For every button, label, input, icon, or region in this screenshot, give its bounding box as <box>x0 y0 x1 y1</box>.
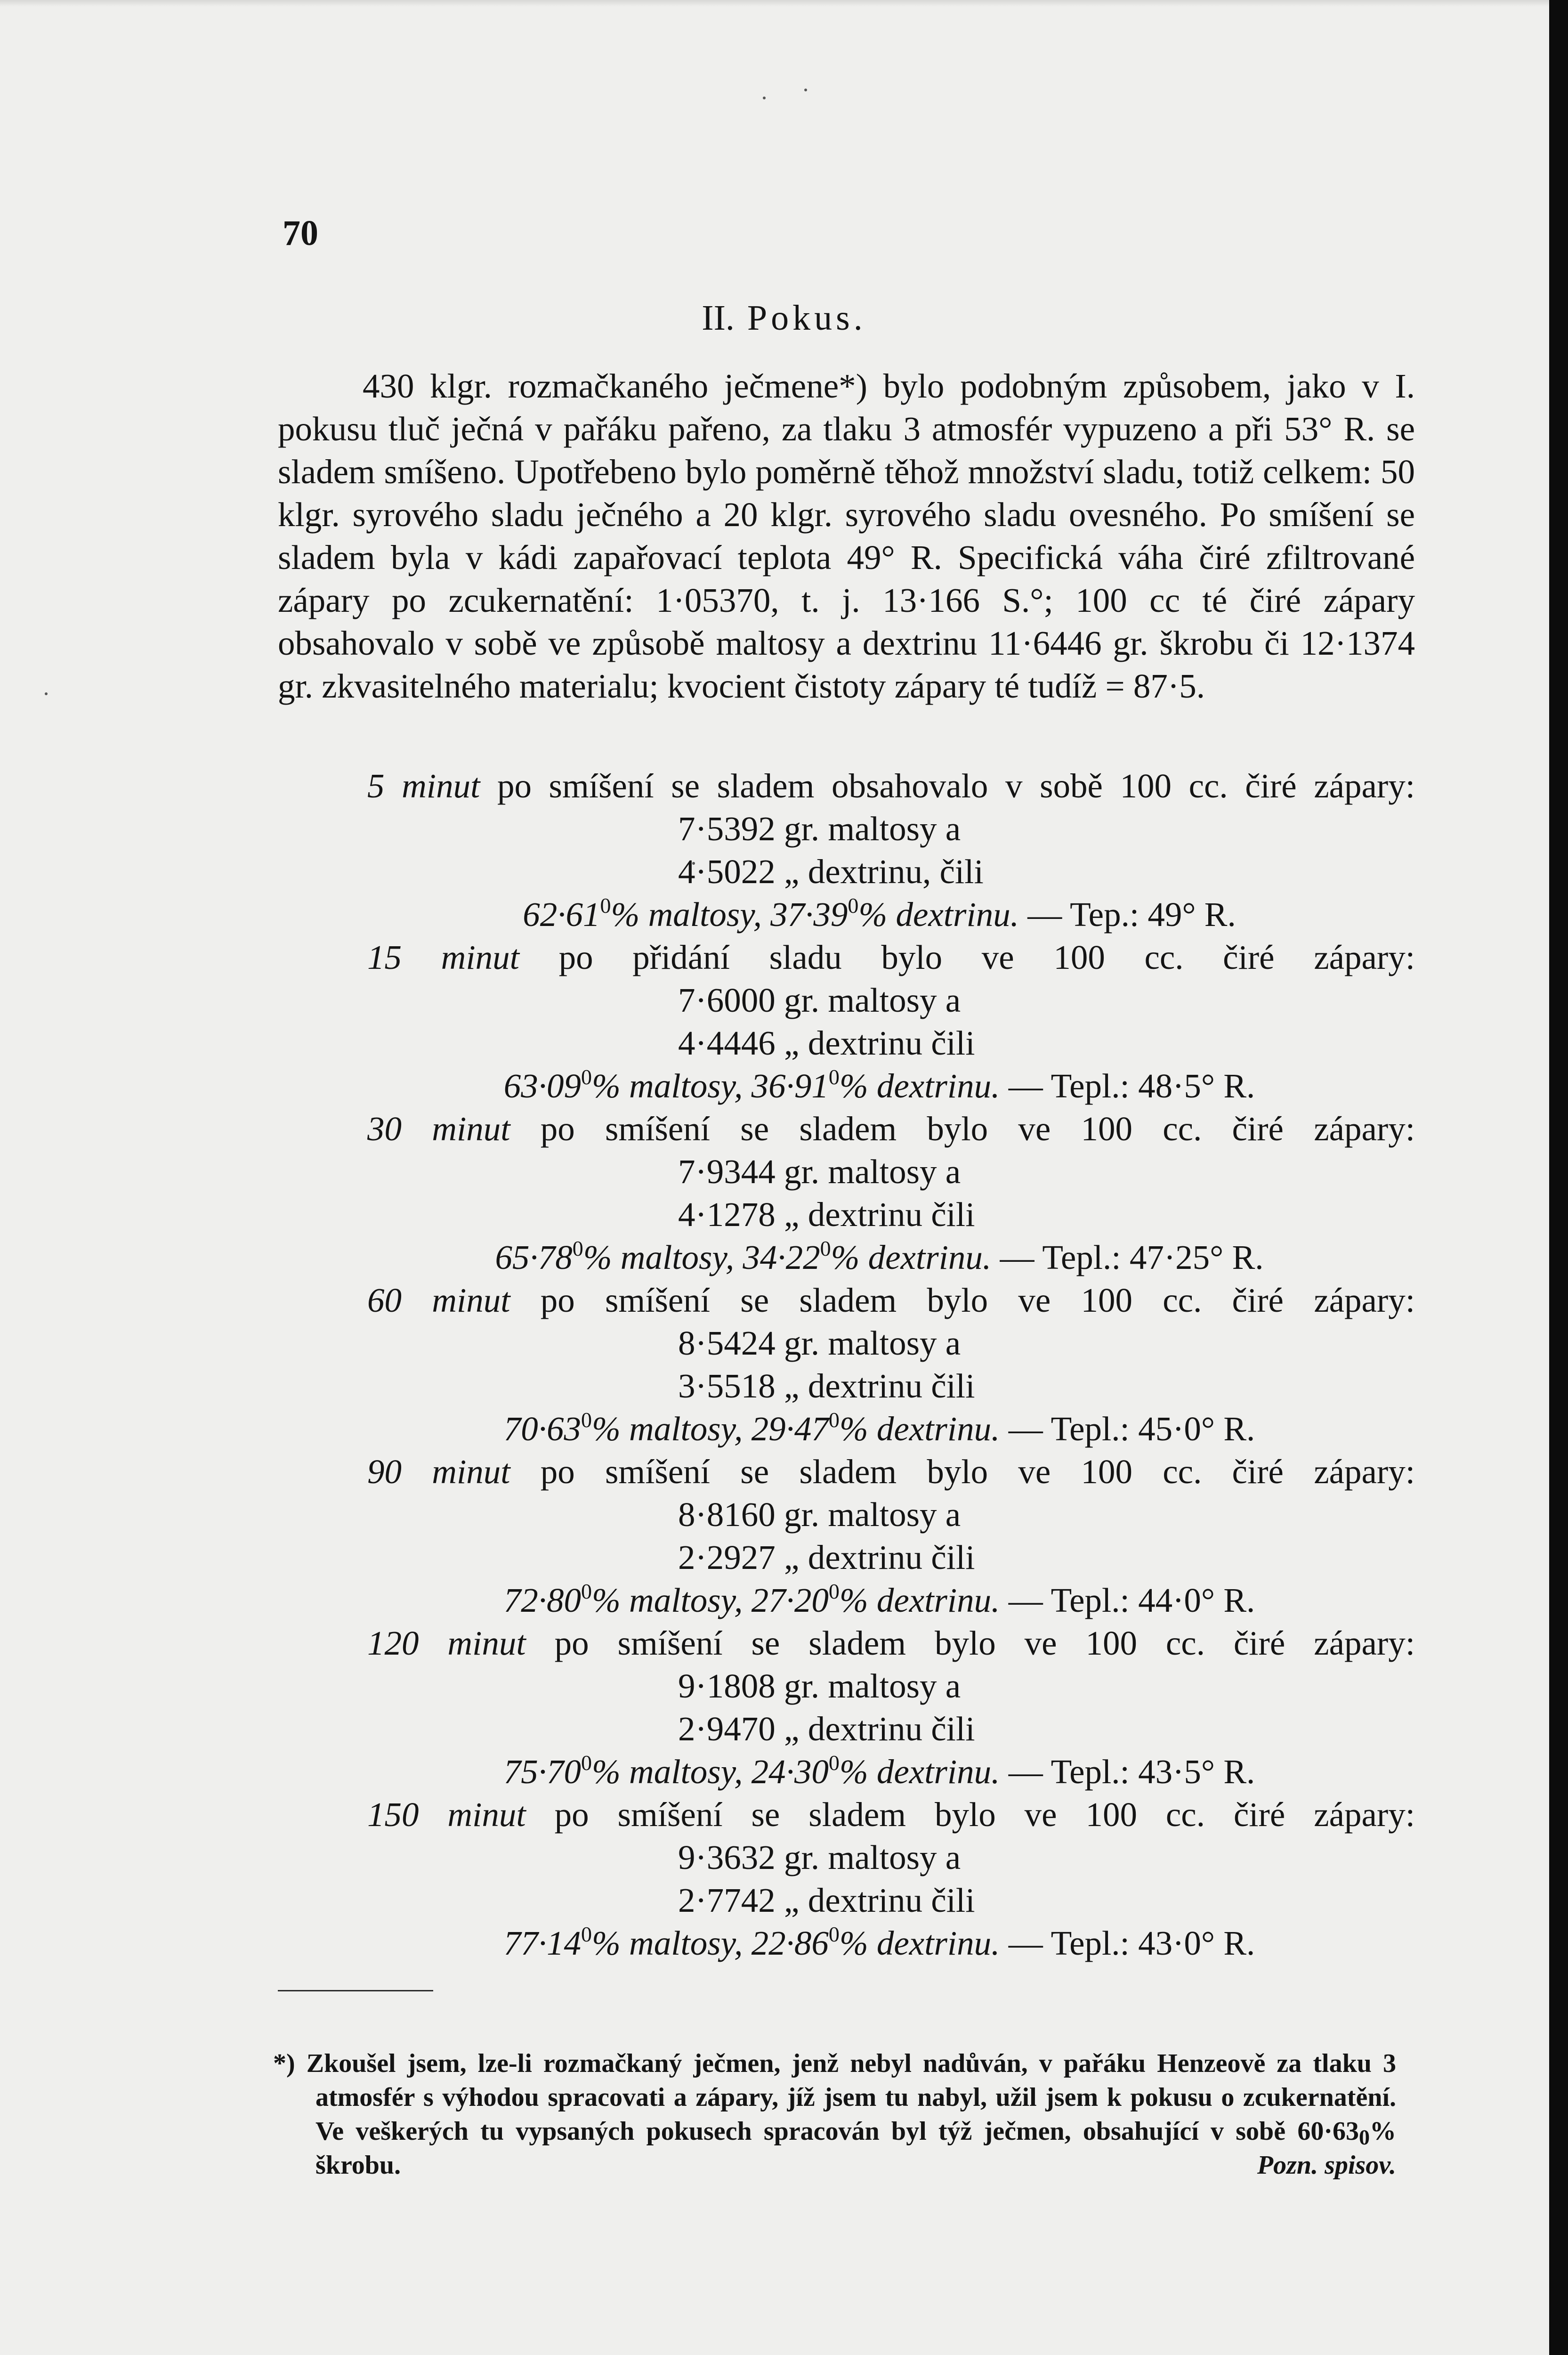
percent-symbol: % <box>858 895 888 934</box>
dash: — <box>1018 895 1070 934</box>
percent-symbol: % <box>839 1067 868 1105</box>
entry-heading-text: po smíšení se sladem bylo ve 100 cc. čiré zápary: <box>525 1624 1415 1662</box>
temperature-label: Tep.: <box>1070 895 1140 934</box>
page-number: 70 <box>283 213 318 253</box>
percent-symbol: % <box>839 1753 868 1791</box>
entry-percent-line <box>278 1407 1415 1450</box>
dash: — <box>991 1238 1043 1276</box>
entry-dextrin-line: 3·5518 „ dextrinu čili <box>678 1367 975 1405</box>
dash: — <box>1000 1924 1051 1962</box>
percent-sup: 0 <box>828 1922 840 1946</box>
scan-top-edge <box>0 0 1568 7</box>
temperature-value: 43·0° R. <box>1138 1924 1255 1962</box>
footnote-divider <box>278 1990 433 1991</box>
percent-symbol: % <box>839 1924 868 1962</box>
entry-percent-line <box>278 1922 1415 1965</box>
entry-maltose-line: 9·3632 gr. maltosy a <box>678 1838 961 1876</box>
section-title <box>0 298 1568 339</box>
percent-sup: 0 <box>581 1065 592 1089</box>
dextrin-percent: 29·47 <box>751 1410 829 1448</box>
paragraph-text: bylo podobným způsobem, jako v I. pokusu tluč ječná v pařáku pařeno, za tlaku 3 atmosfér vypuzeno a při 53° R. se sladem smíšeno. Upotřebeno bylo poměrně těhož množství sladu, totiž celkem: 50 klgr. syrového sladu ječného a 20 klgr. syrového sladu ovesného. Po smíšení se sladem byla v kádi zapařovací teplota 49° R. Specifická váha čiré zfiltrované zápary po zcukernatění: 1·05370, t. j. 13·166 S.°; 100 cc té čiré zápary obsahovalo v sobě ve způsobě maltosy a dextrinu 11·6446 gr. škrobu či 12·1374 gr. zkvasitelného materialu; kvocient čistoty zápary té tudíž = 87·5. <box>278 367 1415 705</box>
section-word: Pokus. <box>747 298 866 338</box>
entry-heading-text: po smíšení se sladem bylo ve 100 cc. čiré zápary: <box>510 1453 1415 1491</box>
dextrin-word: dextrinu. <box>868 1753 1000 1791</box>
entry-dextrin-line: 2·2927 „ dextrinu čili <box>678 1538 975 1576</box>
entry-maltose-line: 8·5424 gr. maltosy a <box>678 1324 961 1362</box>
measurement-entry <box>278 764 1415 936</box>
maltose-percent: 65·78 <box>495 1238 573 1276</box>
percent-symbol: % <box>591 1067 621 1105</box>
entry-heading <box>278 764 1415 807</box>
scan-right-edge <box>1549 0 1568 2355</box>
footnote-pct-symbol: % <box>1370 2117 1396 2146</box>
entry-percent-line <box>278 1064 1415 1107</box>
footnote-reference: *) <box>839 367 867 405</box>
entry-heading <box>278 1793 1415 1836</box>
dash: — <box>1000 1410 1051 1448</box>
dash: — <box>1000 1581 1051 1619</box>
percent-sup: 0 <box>581 1751 592 1775</box>
percent-symbol: % <box>591 1581 621 1619</box>
temperature-value: 47·25° R. <box>1129 1238 1264 1276</box>
entry-heading <box>278 1450 1415 1493</box>
entry-heading <box>278 936 1415 979</box>
entry-percent-line <box>278 1236 1415 1279</box>
entry-time: 150 minut <box>367 1795 526 1834</box>
entry-time: 90 minut <box>367 1453 510 1491</box>
entry-heading-text: po přidání sladu bylo ve 100 cc. čiré zápary: <box>519 938 1415 976</box>
temperature-value: 49° R. <box>1148 895 1236 934</box>
dextrin-word: dextrinu. <box>868 1924 1000 1962</box>
maltose-word: maltosy, <box>620 1924 743 1962</box>
paragraph-text: 430 klgr. rozmačkaného ječmene <box>363 367 839 405</box>
dextrin-percent: 34·22 <box>743 1238 820 1276</box>
percent-sup: 0 <box>828 1579 840 1603</box>
maltose-percent: 75·70 <box>503 1753 581 1791</box>
maltose-word: maltosy, <box>639 895 762 934</box>
percent-sup: 0 <box>828 1408 840 1432</box>
dextrin-percent: 37·39 <box>770 895 848 934</box>
footnote-pct-sub: 0 <box>1359 2125 1370 2149</box>
percent-sup: 0 <box>600 893 611 918</box>
dextrin-word: dextrinu. <box>868 1067 1000 1105</box>
entry-dextrin-line: 4·1278 „ dextrinu čili <box>678 1195 975 1234</box>
entry-dextrin-line: 4·5022 „ dextrinu, čili <box>678 853 984 891</box>
entry-heading-text: po smíšení se sladem bylo ve 100 cc. čiré zápary: <box>510 1281 1415 1319</box>
temperature-label: Tepl.: <box>1051 1067 1130 1105</box>
percent-symbol: % <box>611 895 640 934</box>
dextrin-word: dextrinu. <box>868 1410 1000 1448</box>
maltose-percent: 63·09 <box>503 1067 581 1105</box>
entry-percent-line <box>278 1750 1415 1793</box>
entry-percent-line <box>278 893 1415 936</box>
percent-sup: 0 <box>572 1236 583 1260</box>
percent-symbol: % <box>831 1238 860 1276</box>
dextrin-percent: 27·20 <box>751 1581 829 1619</box>
section-roman: II. <box>702 298 735 338</box>
entry-maltose-line: 7·6000 gr. maltosy a <box>678 981 961 1019</box>
temperature-label: Tepl.: <box>1051 1924 1130 1962</box>
maltose-word: maltosy, <box>620 1753 743 1791</box>
percent-sup: 0 <box>828 1065 840 1089</box>
maltose-word: maltosy, <box>620 1410 743 1448</box>
entry-heading <box>278 1622 1415 1665</box>
percent-symbol: % <box>591 1753 621 1791</box>
footnote <box>273 2046 1396 2182</box>
dextrin-word: dextrinu. <box>887 895 1019 934</box>
entry-heading-text: po smíšení se sladem bylo ve 100 cc. čiré zápary: <box>525 1795 1415 1834</box>
entry-time: 30 minut <box>367 1110 510 1148</box>
percent-sup: 0 <box>828 1751 840 1775</box>
percent-symbol: % <box>583 1238 612 1276</box>
maltose-percent: 77·14 <box>503 1924 581 1962</box>
temperature-value: 44·0° R. <box>1138 1581 1255 1619</box>
percent-sup: 0 <box>581 1408 592 1432</box>
temperature-label: Tepl.: <box>1051 1581 1130 1619</box>
footnote-signature: Pozn. spisov. <box>1257 2151 1396 2180</box>
maltose-word: maltosy, <box>620 1581 743 1619</box>
intro-paragraph <box>278 365 1415 707</box>
entry-maltose-line: 7·5392 gr. maltosy a <box>678 810 961 848</box>
entry-dextrin-line: 2·9470 „ dextrinu čili <box>678 1710 975 1748</box>
scan-speck <box>804 89 807 91</box>
dash: — <box>1000 1753 1051 1791</box>
footnote-text-end: škrobu. <box>315 2151 401 2180</box>
measurement-entry <box>278 1279 1415 1450</box>
entry-heading <box>278 1107 1415 1150</box>
entry-heading <box>278 1279 1415 1322</box>
percent-sup: 0 <box>581 1579 592 1603</box>
dextrin-word: dextrinu. <box>859 1238 992 1276</box>
percent-symbol: % <box>591 1924 621 1962</box>
entry-maltose-line: 8·8160 gr. maltosy a <box>678 1495 961 1534</box>
temperature-label: Tepl.: <box>1051 1410 1130 1448</box>
measurement-entry <box>278 1107 1415 1279</box>
entry-dextrin-line: 4·4446 „ dextrinu čili <box>678 1024 975 1062</box>
entry-maltose-line: 7·9344 gr. maltosy a <box>678 1153 961 1191</box>
temperature-label: Tepl.: <box>1051 1753 1130 1791</box>
measurement-list <box>278 764 1415 1965</box>
temperature-value: 48·5° R. <box>1138 1067 1255 1105</box>
maltose-word: maltosy, <box>620 1067 743 1105</box>
dextrin-word: dextrinu. <box>868 1581 1000 1619</box>
temperature-value: 43·5° R. <box>1138 1753 1255 1791</box>
entry-time: 5 minut <box>367 767 480 805</box>
percent-sup: 0 <box>820 1236 831 1260</box>
measurement-entry <box>278 936 1415 1107</box>
entry-time: 60 minut <box>367 1281 510 1319</box>
percent-sup: 0 <box>581 1922 592 1946</box>
maltose-word: maltosy, <box>612 1238 735 1276</box>
temperature-label: Tepl.: <box>1042 1238 1121 1276</box>
measurement-entry <box>278 1622 1415 1793</box>
percent-symbol: % <box>591 1410 621 1448</box>
dextrin-percent: 36·91 <box>751 1067 829 1105</box>
scan-speck <box>45 692 48 695</box>
measurement-entry <box>278 1793 1415 1965</box>
entry-dextrin-line: 2·7742 „ dextrinu čili <box>678 1881 975 1919</box>
entry-time: 120 minut <box>367 1624 526 1662</box>
entry-percent-line <box>278 1579 1415 1622</box>
percent-sup: 0 <box>848 893 859 918</box>
entry-heading-text: po smíšení se sladem bylo ve 100 cc. čiré zápary: <box>510 1110 1415 1148</box>
maltose-percent: 70·63 <box>503 1410 581 1448</box>
percent-symbol: % <box>839 1581 868 1619</box>
entry-heading-text: po smíšení se sladem obsahovalo v sobě 100 cc. čiré zápary: <box>480 767 1415 805</box>
footnote-marker: *) <box>273 2049 295 2078</box>
measurement-entry <box>278 1450 1415 1622</box>
scan-speck <box>763 97 766 99</box>
dextrin-percent: 22·86 <box>751 1924 829 1962</box>
dash: — <box>1000 1067 1051 1105</box>
entry-maltose-line: 9·1808 gr. maltosy a <box>678 1667 961 1705</box>
maltose-percent: 62·61 <box>523 895 600 934</box>
temperature-value: 45·0° R. <box>1138 1410 1255 1448</box>
dextrin-percent: 24·30 <box>751 1753 829 1791</box>
entry-time: 15 minut <box>367 938 519 976</box>
footnote-text: Zkoušel jsem, lze-li rozmačkaný ječmen, jenž nebyl nadůván, v pařáku Henzeově za tlaku 3 atmosfér s výhodou spracovati a zápary, jíž jsem tu nabyl, užil jsem k pokusu o zcukernatění. Ve veškerých tu vypsaných pokusech spracován byl týž ječmen, obsahující v sobě 60·63 <box>306 2049 1396 2146</box>
maltose-percent: 72·80 <box>503 1581 581 1619</box>
percent-symbol: % <box>839 1410 868 1448</box>
